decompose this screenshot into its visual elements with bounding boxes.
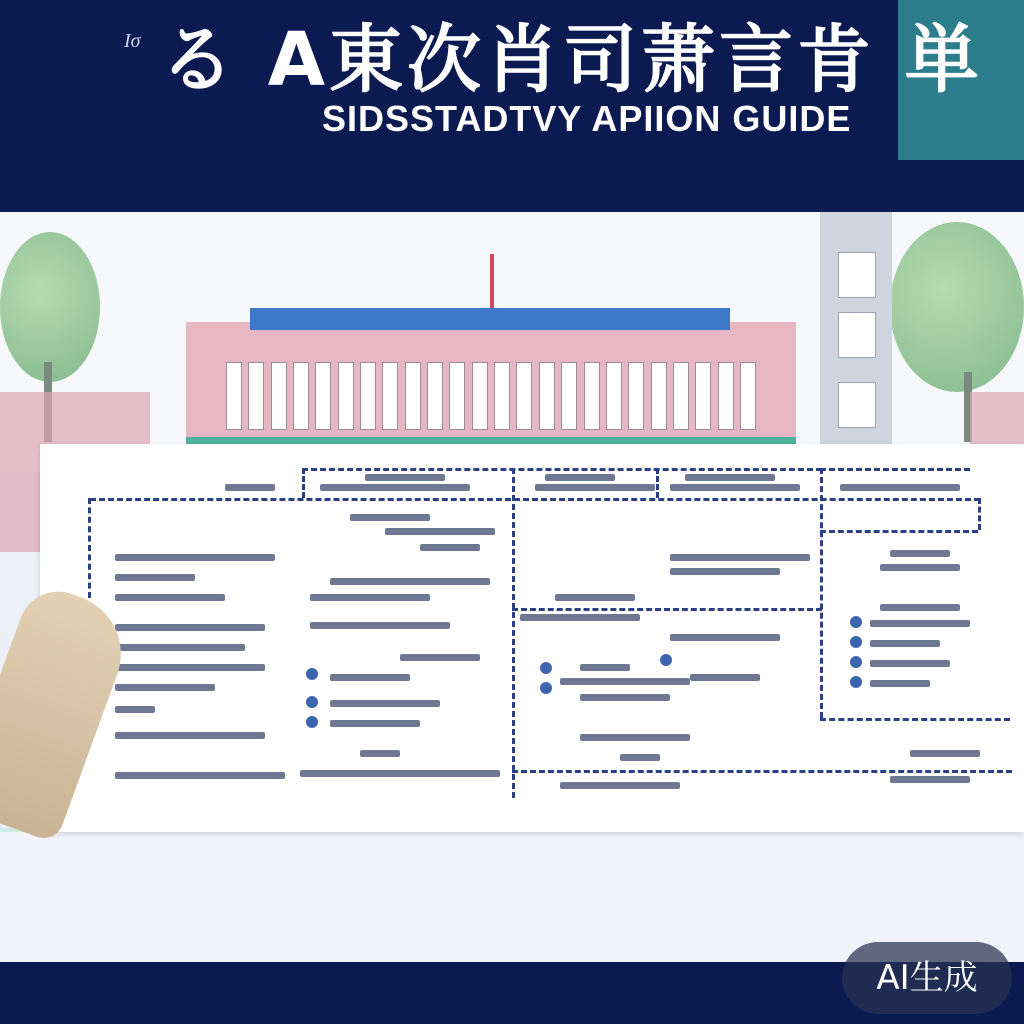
flow-line [302,468,822,471]
step-icon [850,676,862,688]
step-icon [306,696,318,708]
tree-left [0,232,100,382]
step-icon [540,662,552,674]
step-icon [660,654,672,666]
logo-mark: Ισ [124,30,141,52]
header-banner [0,0,1024,212]
step-icon [306,716,318,728]
flow-line [512,770,1012,773]
ai-generated-badge: AI生成 [842,942,1012,1014]
campus-illustration [0,212,1024,962]
flow-line [88,498,91,598]
guide-flowchart-board [40,444,1024,832]
step-icon [850,616,862,628]
flow-line [820,468,823,718]
flow-line [820,468,970,471]
flow-line [512,608,822,611]
step-icon [540,682,552,694]
clock-tower [820,212,892,447]
building-windows [226,362,756,432]
page-title: る A東次肖司萧言肯 単 [160,17,983,103]
main-building [186,322,796,447]
tree-right [890,222,1024,392]
flow-line [820,718,1010,721]
step-icon [306,668,318,680]
step-icon [850,656,862,668]
page-subtitle: SIDSSTADTVY APIION GUIDE [322,98,852,139]
flow-line [820,530,978,533]
step-icon [850,636,862,648]
flow-line [512,468,515,798]
flow-line [302,468,305,498]
flow-line [978,498,981,530]
building-roof [250,308,730,330]
flow-line [656,468,659,498]
flow-line [90,498,980,501]
